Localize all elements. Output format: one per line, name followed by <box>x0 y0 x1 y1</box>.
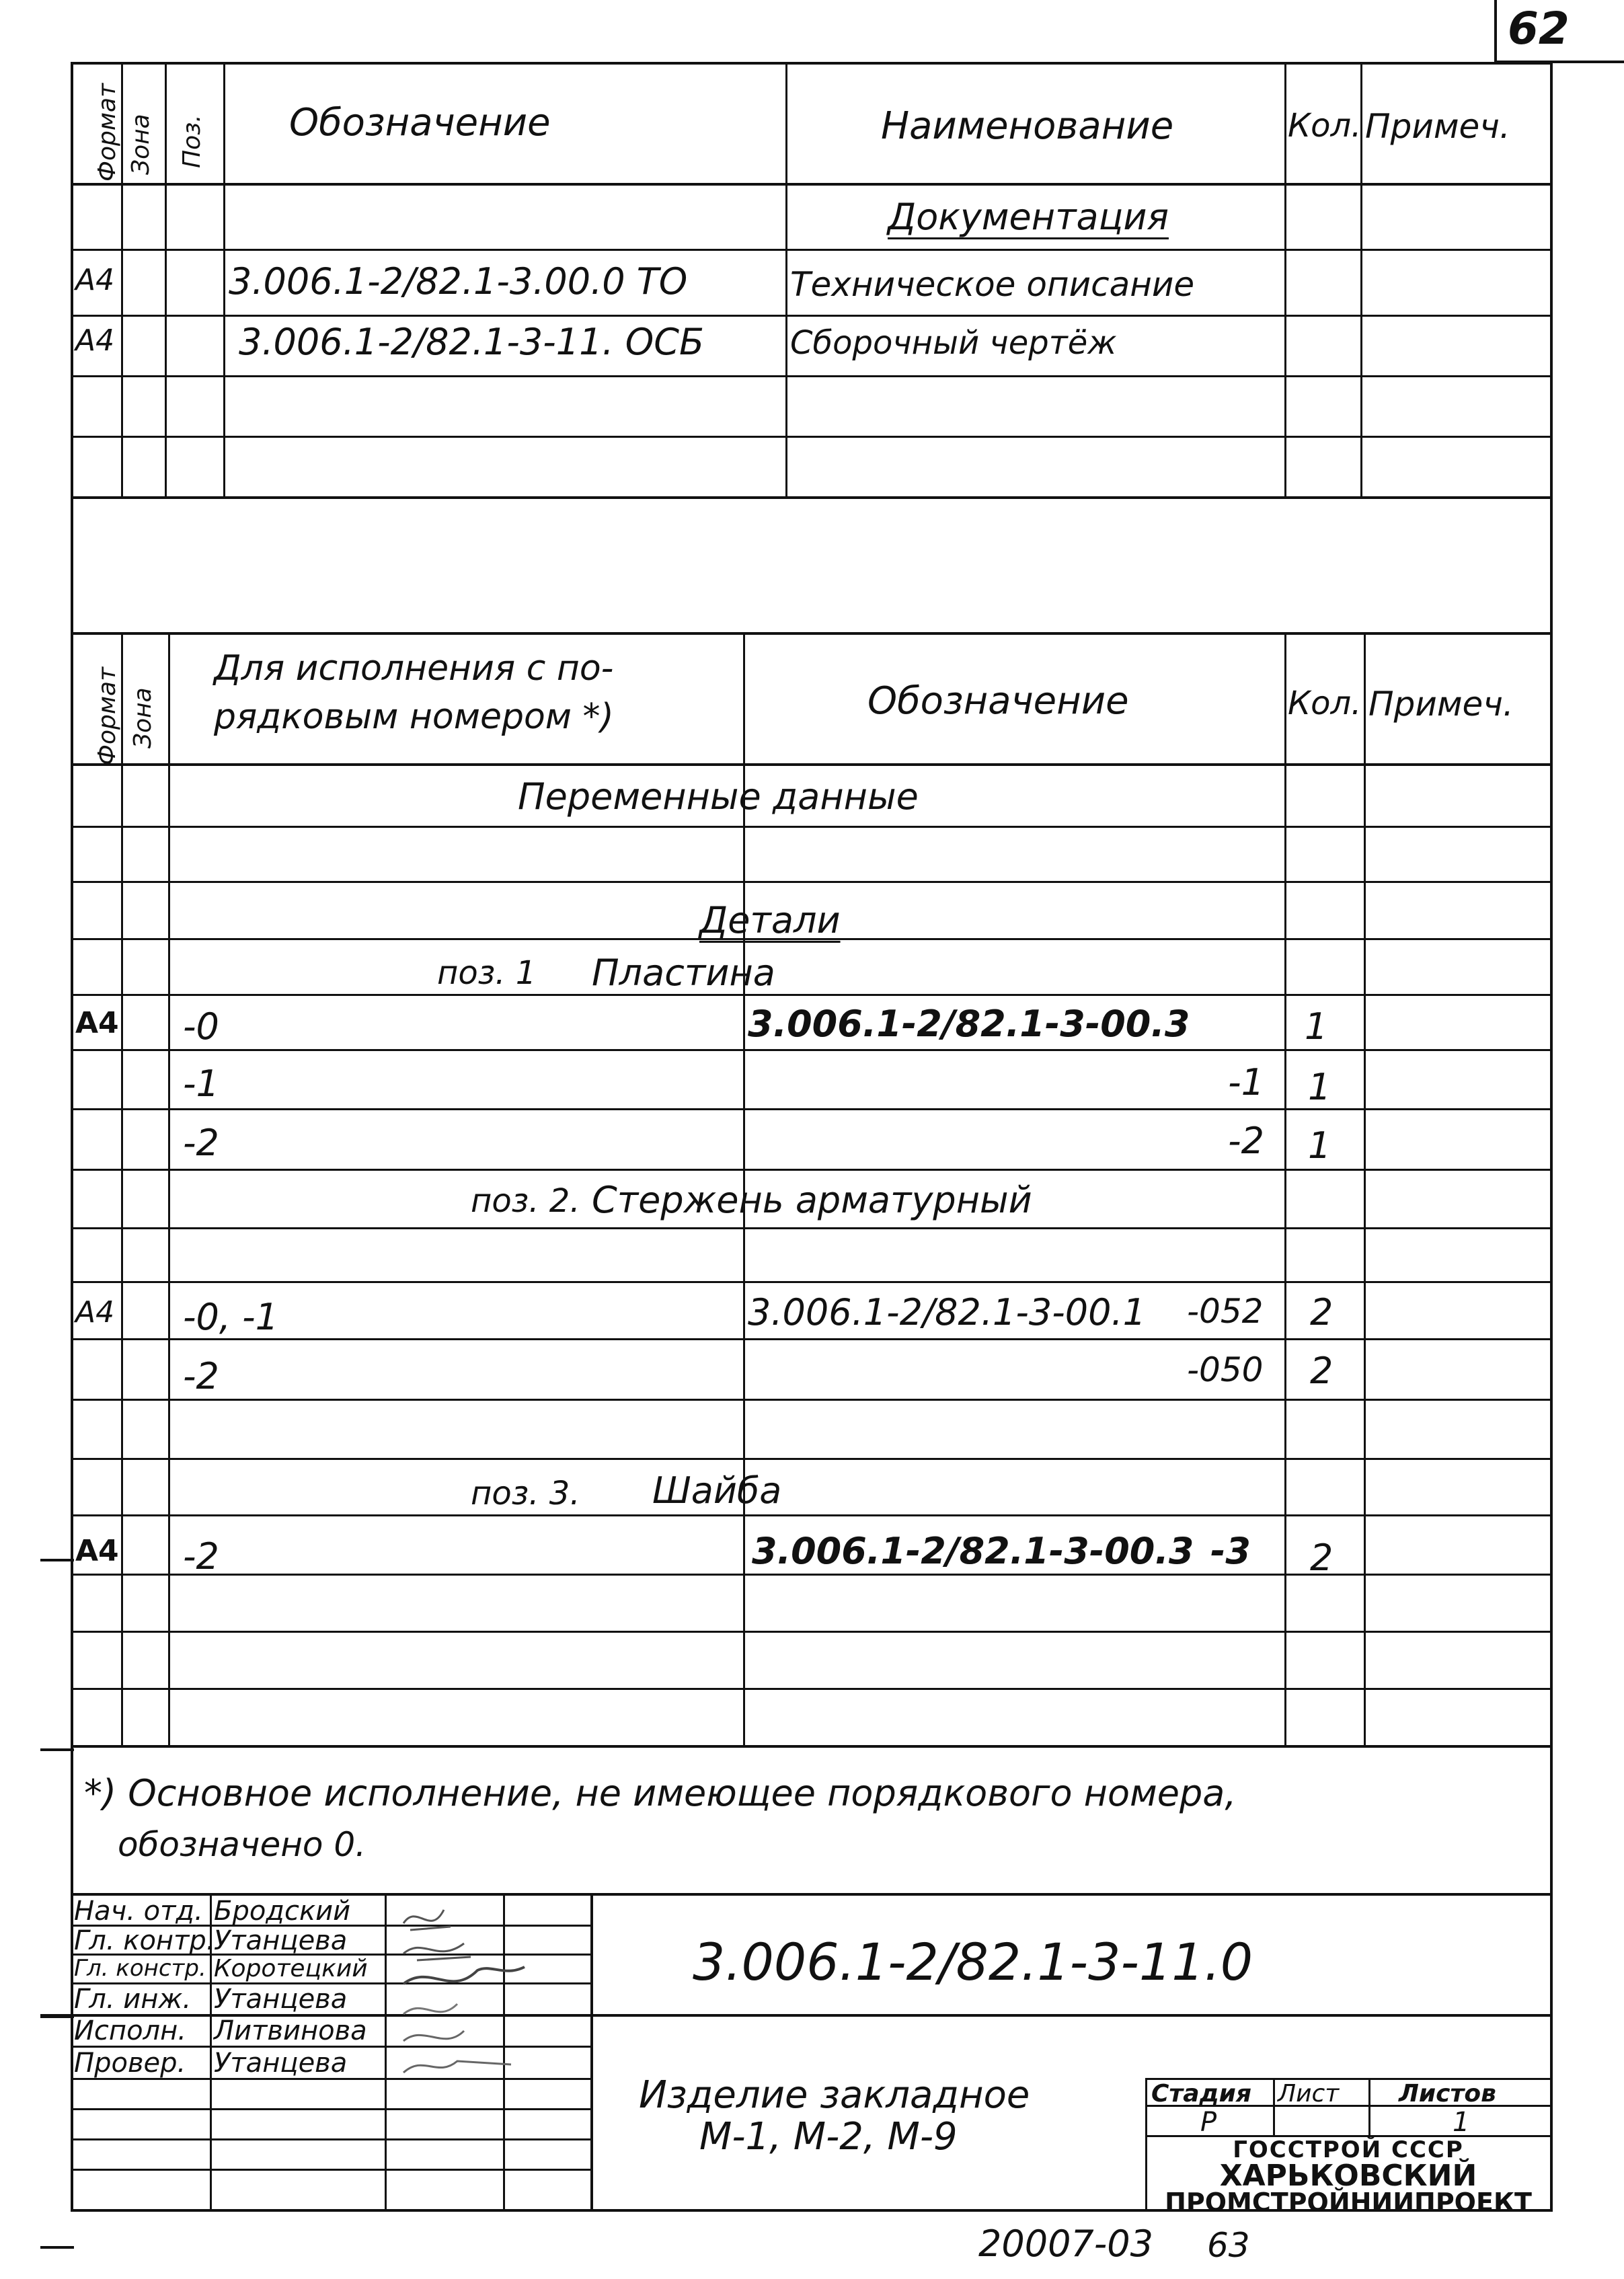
frame-right <box>1550 62 1553 2210</box>
pos3-row-suffix: -3 <box>1210 1530 1251 1572</box>
role-label: Гл. констр. <box>74 1955 206 1982</box>
pos2-name: Стержень арматурный <box>592 1179 1032 1221</box>
role-name: Литвинова <box>214 2015 367 2046</box>
pos3-row-format: А4 <box>75 1534 119 1568</box>
pos3-row-variant: -2 <box>183 1535 219 1578</box>
role-name: Утанцева <box>214 2048 348 2079</box>
upper-col-line <box>223 62 225 499</box>
margin-tick <box>40 2016 74 2018</box>
section-title-documentation: Документация <box>888 196 1169 238</box>
header-zone: Зона <box>127 114 155 175</box>
pos2-label: поз. 2. <box>471 1182 580 1220</box>
role-label: Провер. <box>74 2048 186 2079</box>
sheets-label: Листов <box>1399 2080 1496 2108</box>
role-name: Утанцева <box>214 1984 348 2015</box>
org-line3: ПРОМСТРОЙНИИПРОЕКТ <box>1165 2188 1532 2217</box>
row-format: А4 <box>75 323 115 358</box>
header-qty: Кол. <box>1288 107 1362 145</box>
tb-row-line <box>71 2169 592 2171</box>
margin-tick <box>40 1748 74 1751</box>
header-qty: Кол. <box>1288 685 1362 722</box>
role-label: Гл. инж. <box>74 1984 192 2015</box>
upper-row-line <box>71 315 1553 317</box>
page-number: 62 <box>1508 3 1570 54</box>
header-variant-line1: Для исполнения с по- <box>214 648 614 689</box>
tb-col-line <box>590 1893 593 2210</box>
header-format: Формат <box>93 83 121 182</box>
pos3-row-qty: 2 <box>1310 1537 1333 1579</box>
pos2-row-qty: 2 <box>1310 1350 1333 1392</box>
org-line2: ХАРЬКОВСКИЙ <box>1219 2159 1477 2193</box>
lower-row-line <box>71 1108 1553 1110</box>
header-zone: Зона <box>129 687 157 748</box>
header-note: Примеч. <box>1365 107 1510 146</box>
lower-col-line <box>1364 632 1366 1747</box>
upper-row-line <box>71 375 1553 377</box>
pos2-row-suffix: -050 <box>1187 1350 1264 1389</box>
lower-row-line <box>71 1281 1553 1283</box>
pos3-row-designation: 3.006.1-2/82.1-3-00.3 <box>752 1530 1194 1572</box>
pos1-row-variant: -0 <box>183 1005 219 1048</box>
bottom-page: 63 <box>1207 2226 1250 2265</box>
role-name: Коротецкий <box>214 1955 368 1982</box>
lower-row-line <box>71 1399 1553 1401</box>
role-name: Утанцева <box>214 1925 348 1956</box>
title-line1: Изделие закладное <box>639 2073 1030 2117</box>
lower-header-bottom <box>71 763 1553 766</box>
pos1-row-designation: -2 <box>1228 1120 1264 1162</box>
role-label: Исполн. <box>74 2015 186 2046</box>
role-name: Бродский <box>214 1896 351 1927</box>
lower-row-line <box>71 1338 1553 1340</box>
row-name: Сборочный чертёж <box>790 324 1117 362</box>
row-name: Техническое описание <box>790 265 1195 304</box>
upper-table-bottom <box>71 496 1553 499</box>
upper-row-line <box>71 249 1553 251</box>
stage-value: Р <box>1200 2107 1217 2138</box>
variable-data-title: Переменные данные <box>518 775 919 818</box>
header-format: Формат <box>93 666 121 765</box>
pos1-row-variant: -1 <box>183 1063 219 1105</box>
row-designation: 3.006.1-2/82.1-3-11. ОСБ <box>239 321 705 363</box>
upper-col-line <box>165 62 167 499</box>
upper-header-bottom <box>71 183 1553 186</box>
pos2-row-variant: -0, -1 <box>183 1296 279 1338</box>
lower-row-line <box>71 881 1553 883</box>
tb-row-line <box>71 2138 592 2140</box>
details-title: Детали <box>699 899 841 941</box>
lower-row-line <box>71 826 1553 828</box>
lower-row-line <box>71 1458 1553 1460</box>
upper-row-line <box>71 436 1553 438</box>
tb-row-line <box>71 2108 592 2110</box>
pos2-row-designation: 3.006.1-2/82.1-3-00.1 <box>748 1291 1146 1334</box>
margin-tick <box>40 1559 74 1561</box>
title-line2: М-1, М-2, М-9 <box>699 2115 958 2159</box>
footnote-line1: *) Основное исполнение, не имеющее порядкового номера, <box>84 1772 1237 1814</box>
frame-top <box>71 62 1553 65</box>
lower-table-top <box>71 632 1553 635</box>
footnote-line2: обозначено 0. <box>118 1825 366 1864</box>
pos1-name: Пластина <box>592 952 775 994</box>
lower-table-bottom <box>71 1745 1553 1748</box>
stage-label: Стадия <box>1151 2080 1251 2108</box>
row-designation: 3.006.1-2/82.1-3.00.0 ТО <box>229 260 688 303</box>
pos2-row-qty: 2 <box>1310 1291 1333 1334</box>
bottom-code: 20007-03 <box>978 2223 1153 2265</box>
tb-col-line <box>385 1893 387 2210</box>
signatures-graphic <box>390 1896 545 2085</box>
upper-col-line <box>785 62 787 499</box>
lower-row-line <box>71 994 1553 996</box>
role-label: Гл. контр. <box>74 1925 215 1956</box>
pos2-row-variant: -2 <box>183 1355 219 1397</box>
header-note: Примеч. <box>1368 685 1514 724</box>
header-pos: Поз. <box>178 114 206 168</box>
document-code: 3.006.1-2/82.1-3-11.0 <box>693 1932 1253 1992</box>
pos1-row-variant: -2 <box>183 1122 219 1164</box>
row-format: А4 <box>75 263 115 297</box>
pos1-label: поз. 1 <box>437 954 537 992</box>
lower-row-line <box>71 1688 1553 1690</box>
upper-col-line <box>1284 62 1286 499</box>
lower-row-line <box>71 1631 1553 1633</box>
pos1-row-format: А4 <box>75 1006 119 1040</box>
lower-row-line <box>71 1514 1553 1516</box>
sheet-label: Лист <box>1278 2080 1340 2108</box>
margin-tick <box>40 2246 74 2249</box>
frame-left <box>71 62 73 2210</box>
header-designation: Обозначение <box>867 679 1129 723</box>
lower-row-line <box>71 1227 1553 1229</box>
sheets-value: 1 <box>1453 2107 1470 2138</box>
lower-col-line <box>121 632 123 1747</box>
role-label: Нач. отд. <box>74 1896 203 1927</box>
pos1-row-qty: 1 <box>1308 1124 1331 1167</box>
pos1-row-qty: 1 <box>1308 1066 1331 1108</box>
header-variant-line2: рядковым номером *) <box>214 697 614 737</box>
header-name: Наименование <box>881 104 1174 148</box>
org-line1: ГОССТРОЙ СССР <box>1233 2136 1464 2163</box>
header-designation: Обозначение <box>289 101 551 145</box>
lower-row-line <box>71 1049 1553 1051</box>
lower-col-line <box>168 632 170 1747</box>
lower-col-line <box>1284 632 1286 1747</box>
pos2-row-format: А4 <box>75 1295 115 1329</box>
pos3-label: поз. 3. <box>471 1475 580 1512</box>
pos2-row-suffix: -052 <box>1187 1292 1264 1331</box>
pos1-row-designation: -1 <box>1228 1061 1264 1104</box>
lower-row-line <box>71 1169 1553 1171</box>
pos1-row-qty: 1 <box>1305 1005 1328 1048</box>
page-number-box-border <box>1494 0 1497 62</box>
pos3-name: Шайба <box>652 1469 782 1512</box>
pos1-row-designation: 3.006.1-2/82.1-3-00.3 <box>748 1003 1190 1045</box>
